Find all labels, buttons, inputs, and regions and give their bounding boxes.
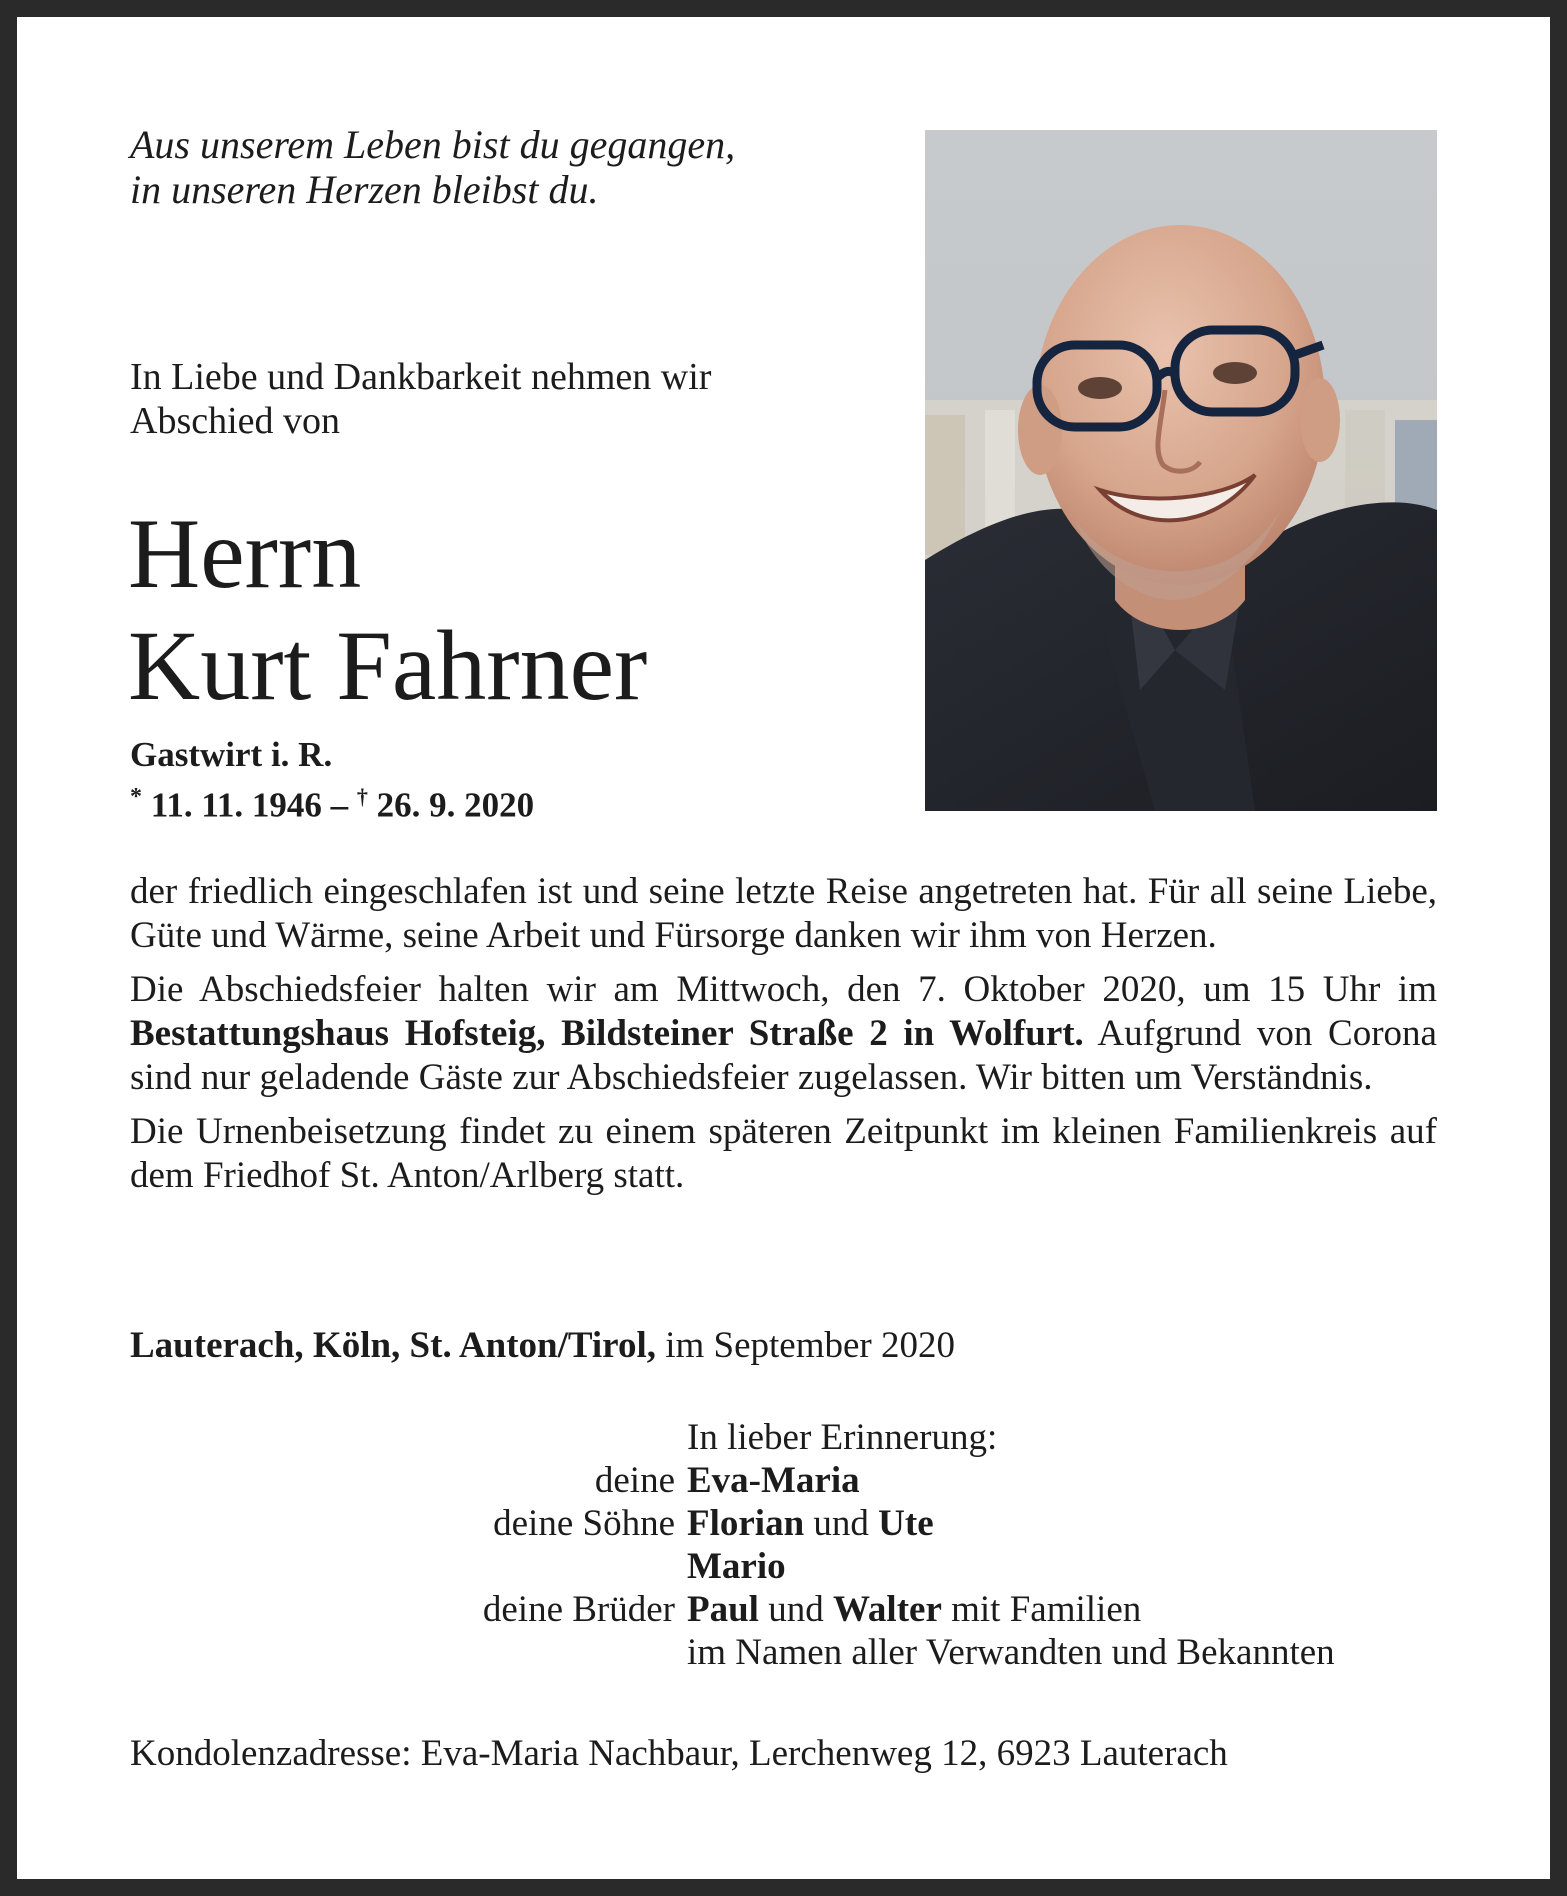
brother-2: Walter [832, 1589, 942, 1630]
conjunction-2: und [768, 1589, 824, 1630]
birth-symbol: * [130, 784, 142, 810]
family-row-closing [130, 1631, 1437, 1674]
ceremony-notice: Aufgrund von Corona sind nur geladende Gäste zur Abschiedsfeier zugelassen. Wir bitten um Verständnis. [130, 1013, 1437, 1098]
places: Lauterach, Köln, St. Anton/Tirol, [130, 1325, 656, 1366]
obituary-body [130, 870, 1437, 1208]
paragraph-passing: der friedlich eingeschlafen ist und seine letzte Reise angetreten hat. Für all seine Liebe, Güte und Wärme, seine Arbeit und Fürsorge danken wir ihm von Herzen. [130, 871, 1437, 956]
month-year: im September 2020 [665, 1325, 956, 1366]
intro-line-1: In Liebe und Dankbarkeit nehmen wir [130, 356, 712, 398]
death-symbol: † [356, 784, 368, 809]
conjunction-1: und [813, 1503, 869, 1544]
family-mourners [130, 1416, 1437, 1674]
deceased-details [130, 734, 830, 827]
ceremony-location: Bestattungshaus Hofsteig, Bildsteiner Straße 2 in Wolfurt. [130, 1013, 1084, 1054]
date-separator: – [330, 785, 349, 825]
family-row-sons [130, 1502, 1437, 1545]
ceremony-intro: Die Abschiedsfeier halten wir am Mittwoch, den 7. Oktober 2020, um 15 Uhr im [130, 969, 1437, 1010]
place-and-date [130, 1324, 1437, 1368]
motto-line-2: in unseren Herzen bleibst du. [130, 167, 599, 212]
family-row-wife [130, 1459, 1437, 1502]
intro-line-2: Abschied von [130, 400, 341, 442]
full-name: Kurt Fahrner [128, 610, 648, 721]
death-date: 26. 9. 2020 [376, 785, 535, 825]
sons-label: deine Söhne [493, 1503, 675, 1544]
family-row-brothers [130, 1588, 1437, 1631]
intro-text [130, 355, 850, 443]
son-2: Mario [687, 1546, 786, 1587]
life-dates [130, 776, 830, 827]
with-families: mit Familien [951, 1589, 1142, 1630]
family-heading-row [130, 1416, 1437, 1459]
portrait-illustration [925, 130, 1437, 811]
deceased-name [128, 498, 888, 722]
wife-label: deine [594, 1460, 675, 1501]
paragraph-ceremony [130, 968, 1437, 1100]
brother-1: Paul [687, 1589, 759, 1630]
paragraph-burial: Die Urnenbeisetzung findet zu einem späteren Zeitpunkt im kleinen Familienkreis auf dem Friedhof St. Anton/Arlberg statt. [130, 1111, 1437, 1196]
portrait-photo [925, 130, 1437, 811]
motto-quote [130, 122, 830, 212]
son-1: Florian [687, 1503, 805, 1544]
wife-name: Eva-Maria [687, 1460, 860, 1501]
birth-date: 11. 11. 1946 [150, 785, 322, 825]
family-row-son-2 [130, 1545, 1437, 1588]
son-1-partner: Ute [878, 1503, 934, 1544]
family-closing: im Namen aller Verwandten und Bekannten [687, 1632, 1335, 1673]
condolence-address: Kondolenzadresse: Eva-Maria Nachbaur, Lerchenweg 12, 6923 Lauterach [130, 1733, 1228, 1774]
brothers-label: deine Brüder [482, 1589, 675, 1630]
occupation: Gastwirt i. R. [130, 735, 333, 774]
family-heading: In lieber Erinnerung: [687, 1417, 998, 1458]
salutation: Herrn [128, 498, 362, 609]
motto-line-1: Aus unserem Leben bist du gegangen, [130, 122, 736, 167]
